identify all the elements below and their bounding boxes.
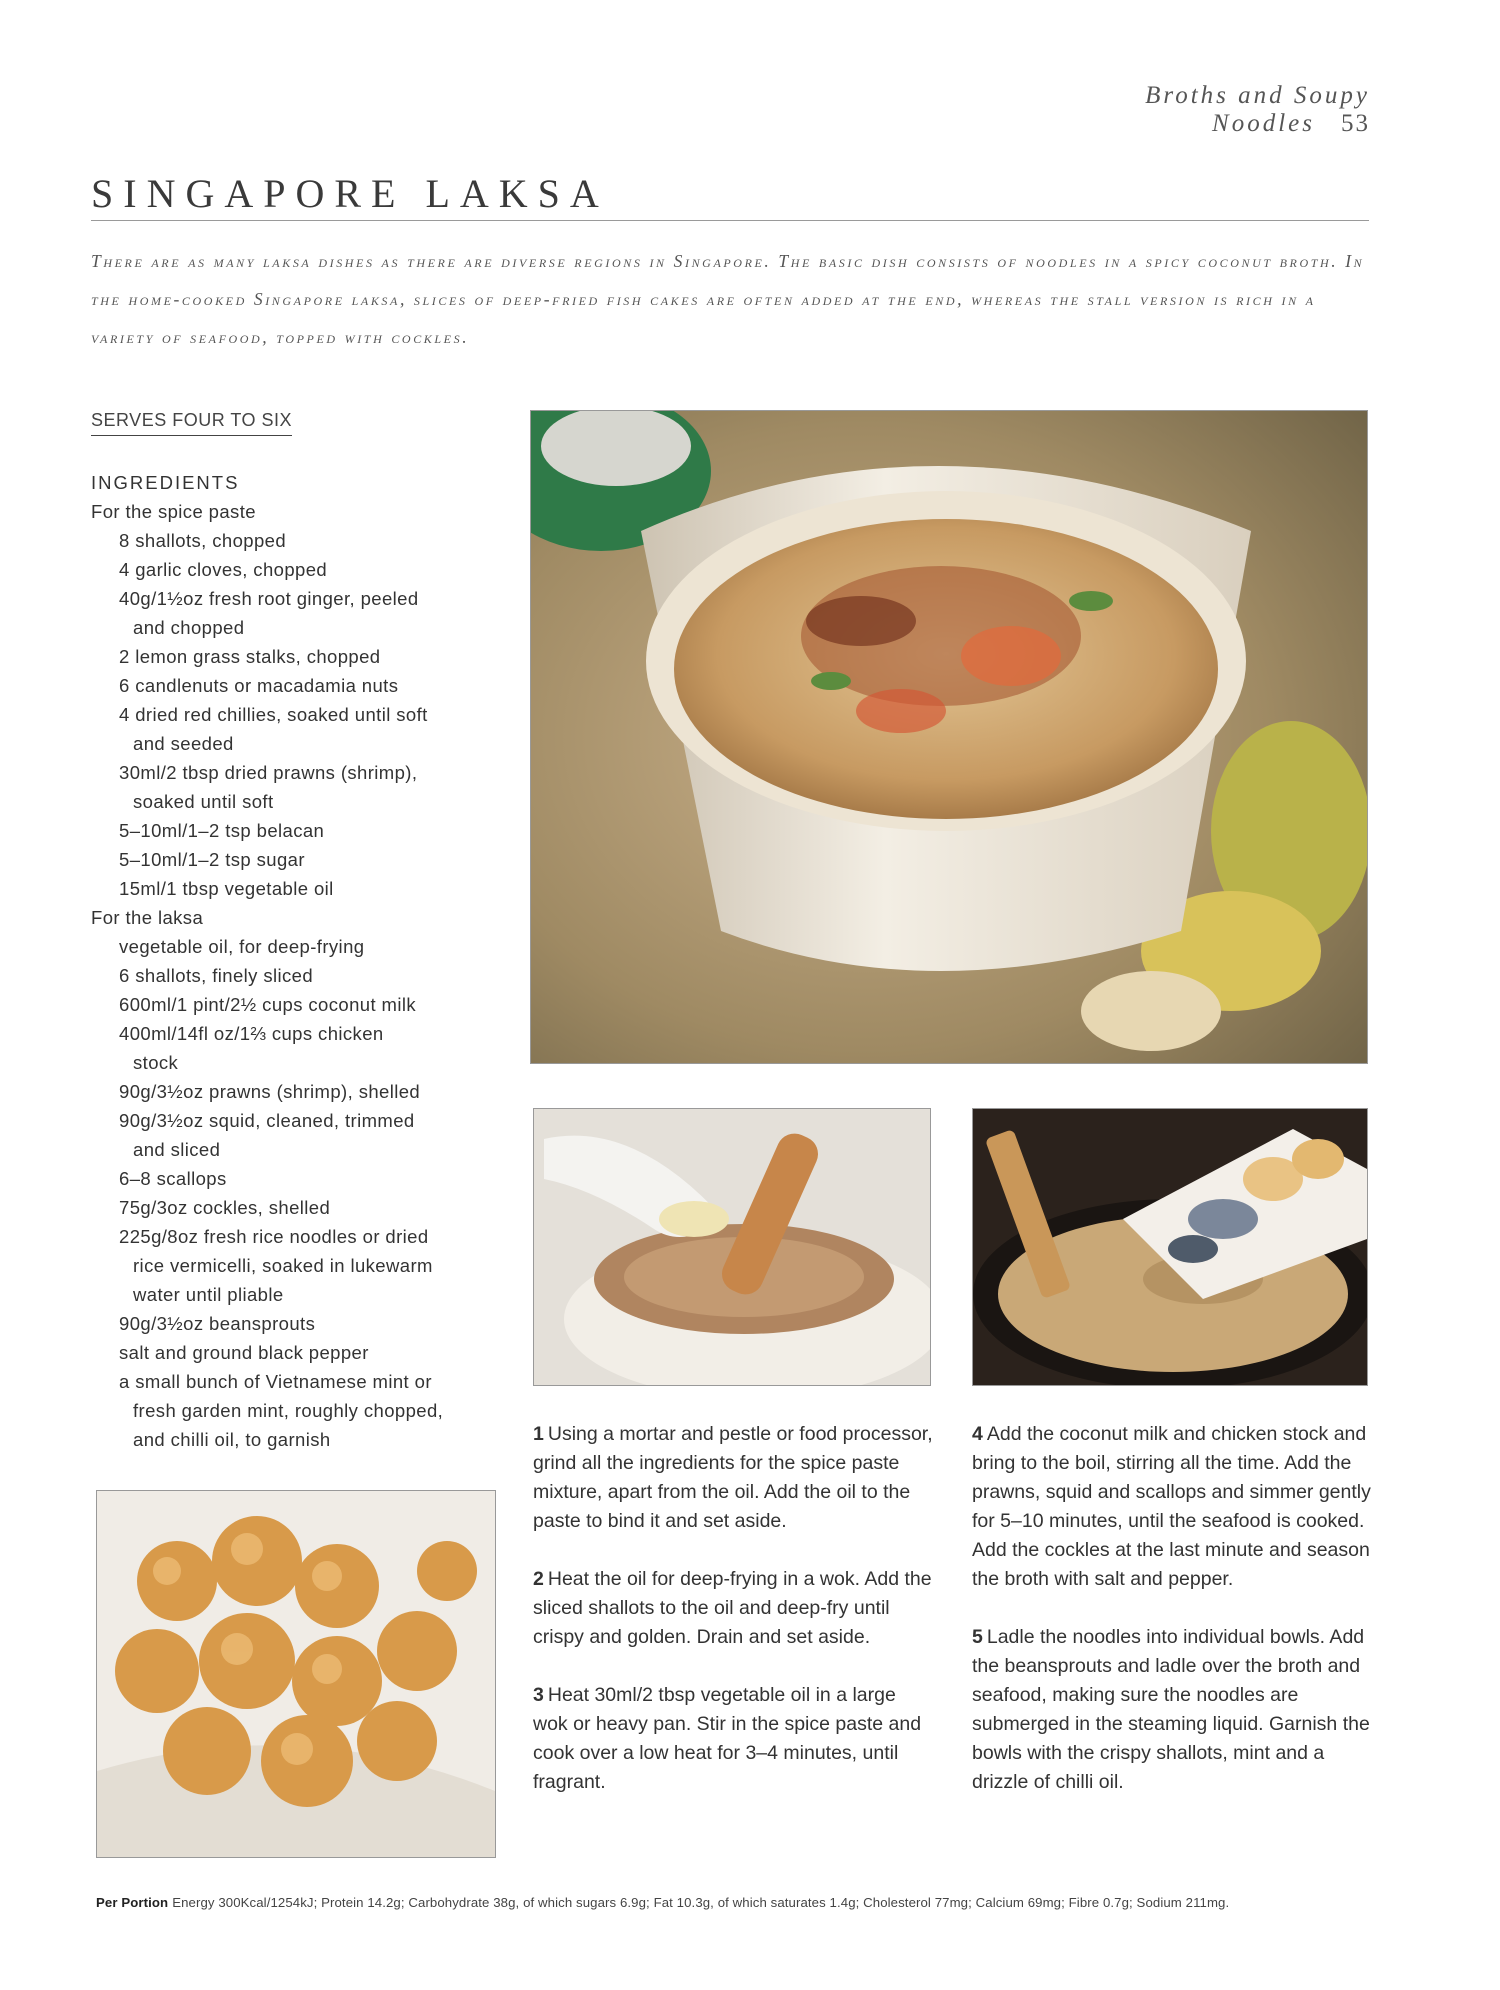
ingredient-text-continued: stock	[133, 1052, 179, 1073]
method-step	[533, 1420, 933, 1536]
ingredient-item	[91, 584, 511, 642]
ingredient-text: 4 dried red chillies, soaked until soft	[119, 704, 428, 725]
ingredient-item	[91, 1106, 511, 1164]
mortar-pestle-photo	[533, 1108, 931, 1386]
ingredient-text: vegetable oil, for deep-frying	[119, 936, 365, 957]
ingredient-item	[91, 642, 511, 671]
ingredient-text: 600ml/1 pint/2½ cups coconut milk	[119, 994, 417, 1015]
step-text: Ladle the noodles into individual bowls. Add the beansprouts and ladle over the broth and seafood, making sure the noodles are submerged in the steaming liquid. Garnish the bowls with the crispy shallots, mint and a drizzle of chilli oil.	[972, 1626, 1370, 1793]
recipe-title: SINGAPORE LAKSA	[91, 171, 609, 216]
ingredient-text: 6 shallots, finely sliced	[119, 965, 314, 986]
method-step	[533, 1565, 933, 1652]
step-text: Using a mortar and pestle or food processor, grind all the ingredients for the spice paste mixture, apart from the oil. Add the oil to the paste to bind it and set aside.	[533, 1423, 933, 1532]
wok-cooking-photo	[972, 1108, 1368, 1386]
ingredient-text: 15ml/1 tbsp vegetable oil	[119, 878, 334, 899]
step-number: 3	[533, 1684, 544, 1706]
ingredient-group-label: For the laksa	[91, 907, 204, 928]
step-text: Heat 30ml/2 tbsp vegetable oil in a large wok or heavy pan. Stir in the spice paste and cook over a low heat for 3–4 minutes, until fragrant.	[533, 1684, 922, 1793]
serves-label: SERVES FOUR TO SIX	[91, 410, 292, 436]
method-step	[972, 1623, 1372, 1797]
ingredient-text: 4 garlic cloves, chopped	[119, 559, 328, 580]
ingredient-text: 30ml/2 tbsp dried prawns (shrimp),	[119, 762, 418, 783]
step-number: 5	[972, 1626, 983, 1648]
title-divider	[91, 220, 1369, 221]
ingredient-groups	[91, 497, 511, 1454]
ingredient-item	[91, 671, 511, 700]
ingredient-text: 6–8 scallops	[119, 1168, 227, 1189]
ingredient-text-continued: and chilli oil, to garnish	[133, 1429, 331, 1450]
ingredient-text: 2 lemon grass stalks, chopped	[119, 646, 381, 667]
method-step	[533, 1681, 933, 1797]
method-steps-right	[972, 1420, 1372, 1826]
ingredient-item	[91, 816, 511, 845]
ingredient-item	[91, 1309, 511, 1338]
ingredients-heading: INGREDIENTS	[91, 472, 240, 493]
ingredient-text-continued: fresh garden mint, roughly chopped,	[133, 1400, 444, 1421]
running-head	[990, 82, 1370, 138]
ingredient-item	[91, 932, 511, 961]
fish-balls-photo	[96, 1490, 496, 1858]
ingredient-text-continued: and seeded	[133, 733, 234, 754]
ingredient-text: a small bunch of Vietnamese mint or	[119, 1371, 432, 1392]
ingredient-text: 40g/1½oz fresh root ginger, peeled	[119, 588, 419, 609]
recipe-intro: There are as many laksa dishes as there are diverse regions in Singapore. The basic dish consists of noodles in a spicy coconut broth. In the home-cooked Singapore laksa, slices of deep-fried fish cakes are often added at the end, whereas the stall version is rich in a variety of seafood, topped with cockles.	[91, 251, 1365, 347]
ingredient-text: 5–10ml/1–2 tsp belacan	[119, 820, 325, 841]
ingredient-text-continued: and sliced	[133, 1139, 221, 1160]
step-number: 1	[533, 1423, 544, 1445]
ingredient-item	[91, 555, 511, 584]
ingredient-text: salt and ground black pepper	[119, 1342, 369, 1363]
ingredients-list	[91, 468, 511, 1454]
nutrition-label: Per Portion	[96, 1895, 169, 1910]
ingredient-text: 8 shallots, chopped	[119, 530, 287, 551]
steps-left-list	[533, 1420, 933, 1797]
step-number: 2	[533, 1568, 544, 1590]
ingredient-text: 5–10ml/1–2 tsp sugar	[119, 849, 305, 870]
ingredient-item	[91, 845, 511, 874]
ingredient-item	[91, 1193, 511, 1222]
ingredient-text-continued: water until pliable	[133, 1284, 284, 1305]
nutrition-text: Energy 300Kcal/1254kJ; Protein 14.2g; Carbohydrate 38g, of which sugars 6.9g; Fat 10.3g, of which saturates 1.4g; Cholesterol 77mg; Calcium 69mg; Fibre 0.7g; Sodium 211mg.	[172, 1895, 1230, 1910]
running-title: Broths and Soupy Noodles	[1145, 82, 1370, 137]
ingredient-text-continued: rice vermicelli, soaked in lukewarm	[133, 1255, 433, 1276]
ingredient-item	[91, 1019, 511, 1077]
ingredient-item	[91, 1077, 511, 1106]
ingredient-text: 90g/3½oz squid, cleaned, trimmed	[119, 1110, 415, 1131]
ingredient-text: 75g/3oz cockles, shelled	[119, 1197, 331, 1218]
ingredient-text: 225g/8oz fresh rice noodles or dried	[119, 1226, 429, 1247]
ingredient-item	[91, 1222, 511, 1309]
ingredient-text: 400ml/14fl oz/1⅔ cups chicken	[119, 1023, 384, 1044]
step-number: 4	[972, 1423, 983, 1445]
ingredient-text: 6 candlenuts or macadamia nuts	[119, 675, 399, 696]
ingredient-item	[91, 700, 511, 758]
ingredient-text-continued: and chopped	[133, 617, 245, 638]
step-text: Add the coconut milk and chicken stock and bring to the boil, stirring all the time. Add the prawns, squid and scallops and simmer gently for 5–10 minutes, until the seafood is cooked. Add the cockles at the last minute and season the broth with salt and pepper.	[972, 1423, 1371, 1590]
ingredient-item	[91, 1164, 511, 1193]
laksa-bowl-photo	[530, 410, 1368, 1064]
ingredient-item	[91, 874, 511, 903]
ingredient-text: 90g/3½oz beansprouts	[119, 1313, 316, 1334]
method-steps-left	[533, 1420, 933, 1826]
nutrition-info	[96, 1895, 1376, 1910]
ingredient-item	[91, 1367, 511, 1454]
steps-right-list	[972, 1420, 1372, 1797]
ingredient-item	[91, 961, 511, 990]
ingredient-item	[91, 758, 511, 816]
ingredient-group-label: For the spice paste	[91, 501, 256, 522]
ingredient-text: 90g/3½oz prawns (shrimp), shelled	[119, 1081, 421, 1102]
method-step	[972, 1420, 1372, 1594]
ingredient-text-continued: soaked until soft	[133, 791, 274, 812]
ingredient-item	[91, 1338, 511, 1367]
page-number: 53	[1341, 110, 1370, 137]
step-text: Heat the oil for deep-frying in a wok. Add the sliced shallots to the oil and deep-fry until crispy and golden. Drain and set aside.	[533, 1568, 932, 1648]
ingredient-item	[91, 526, 511, 555]
ingredient-item	[91, 990, 511, 1019]
